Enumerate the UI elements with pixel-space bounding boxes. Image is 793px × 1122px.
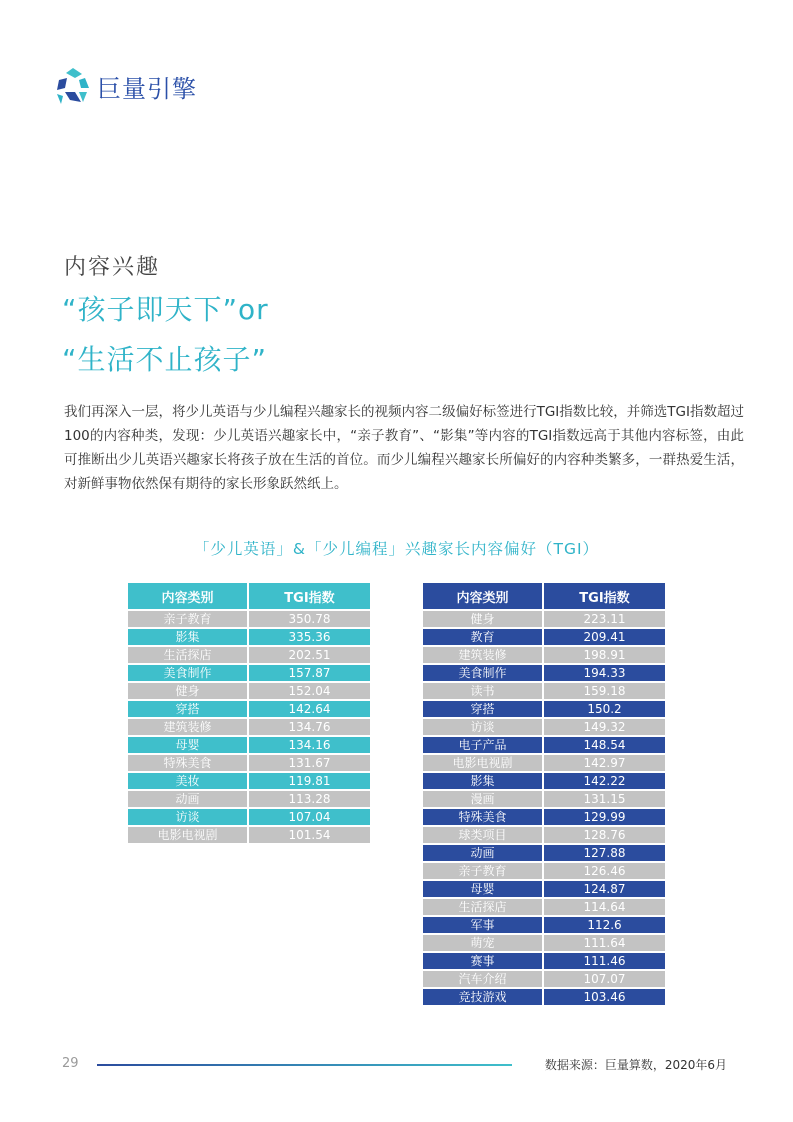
brand-mark-icon: [53, 66, 93, 106]
tgi-value-cell: 103.46: [544, 989, 665, 1005]
tgi-value-cell: 131.15: [544, 791, 665, 807]
category-cell: 母婴: [423, 881, 542, 897]
category-cell: 教育: [423, 629, 542, 645]
tgi-value-cell: 101.54: [249, 827, 370, 843]
english-interest-table: [128, 583, 370, 845]
tgi-value-cell: 134.16: [249, 737, 370, 753]
table-row: [128, 773, 370, 789]
tgi-value-cell: 152.04: [249, 683, 370, 699]
table-body: [128, 611, 370, 843]
tgi-value-cell: 112.6: [544, 917, 665, 933]
tgi-value-cell: 223.11: [544, 611, 665, 627]
category-cell: 美妆: [128, 773, 247, 789]
category-cell: 美食制作: [128, 665, 247, 681]
category-cell: 电影电视剧: [128, 827, 247, 843]
tgi-value-cell: 134.76: [249, 719, 370, 735]
category-cell: 读书: [423, 683, 542, 699]
table-row: [128, 719, 370, 735]
column-header-tgi: TGI指数: [544, 583, 665, 609]
category-cell: 亲子教育: [128, 611, 247, 627]
table-row: [128, 755, 370, 771]
table-row: [423, 647, 665, 663]
table-row: [423, 971, 665, 987]
tgi-value-cell: 113.28: [249, 791, 370, 807]
table-row: [128, 647, 370, 663]
headline-line-2: “生活不止孩子”: [62, 343, 268, 376]
tgi-value-cell: 157.87: [249, 665, 370, 681]
category-cell: 特殊美食: [128, 755, 247, 771]
table-row: [128, 683, 370, 699]
category-cell: 电影电视剧: [423, 755, 542, 771]
category-cell: 访谈: [128, 809, 247, 825]
table-row: [423, 863, 665, 879]
category-cell: 竞技游戏: [423, 989, 542, 1005]
tgi-value-cell: 128.76: [544, 827, 665, 843]
category-cell: 亲子教育: [423, 863, 542, 879]
tgi-value-cell: 119.81: [249, 773, 370, 789]
table-header: [128, 583, 370, 609]
table-row: [423, 917, 665, 933]
table-row: [423, 773, 665, 789]
table-row: [128, 629, 370, 645]
table-row: [423, 755, 665, 771]
table-header: [423, 583, 665, 609]
table-row: [423, 953, 665, 969]
table-row: [128, 737, 370, 753]
body-paragraph: 我们再深入一层，将少儿英语与少儿编程兴趣家长的视频内容二级偏好标签进行TGI指数比较，并筛选TGI指数超过100的内容种类，发现：少儿英语兴趣家长中，“亲子教育”、“影集”等内容的TGI指数远高于其他内容标签，由此可推断出少儿英语兴趣家长将孩子放在生活的首位。而少儿编程兴趣家长所偏好的内容种类繁多，一群热爱生活，对新鲜事物依然保有期待的家长形象跃然纸上。: [64, 404, 744, 492]
category-cell: 汽车介绍: [423, 971, 542, 987]
tgi-value-cell: 142.97: [544, 755, 665, 771]
tgi-value-cell: 114.64: [544, 899, 665, 915]
table-row: [128, 827, 370, 843]
tgi-value-cell: 159.18: [544, 683, 665, 699]
chart-title: 「少儿英语」&「少儿编程」兴趣家长内容偏好（TGI）: [193, 540, 600, 558]
category-cell: 球类项目: [423, 827, 542, 843]
table-row: [423, 629, 665, 645]
table-row: [423, 809, 665, 825]
category-cell: 母婴: [128, 737, 247, 753]
table-row: [423, 827, 665, 843]
category-cell: 健身: [423, 611, 542, 627]
page-number: 29: [62, 1056, 79, 1071]
tgi-value-cell: 142.64: [249, 701, 370, 717]
category-cell: 健身: [128, 683, 247, 699]
table-row: [423, 845, 665, 861]
category-cell: 穿搭: [128, 701, 247, 717]
category-cell: 特殊美食: [423, 809, 542, 825]
tgi-value-cell: 126.46: [544, 863, 665, 879]
category-cell: 穿搭: [423, 701, 542, 717]
tgi-value-cell: 194.33: [544, 665, 665, 681]
tgi-value-cell: 131.67: [249, 755, 370, 771]
category-cell: 影集: [423, 773, 542, 789]
category-cell: 访谈: [423, 719, 542, 735]
table-row: [128, 701, 370, 717]
column-header-tgi: TGI指数: [249, 583, 370, 609]
category-cell: 动画: [128, 791, 247, 807]
category-cell: 赛事: [423, 953, 542, 969]
table-row: [423, 791, 665, 807]
table-row: [423, 899, 665, 915]
table-row: [423, 701, 665, 717]
category-cell: 军事: [423, 917, 542, 933]
table-row: [423, 989, 665, 1005]
tgi-value-cell: 350.78: [249, 611, 370, 627]
tgi-value-cell: 124.87: [544, 881, 665, 897]
table-row: [423, 935, 665, 951]
category-cell: 漫画: [423, 791, 542, 807]
tgi-value-cell: 335.36: [249, 629, 370, 645]
table-row: [423, 737, 665, 753]
tgi-value-cell: 111.64: [544, 935, 665, 951]
section-label: 内容兴趣: [64, 255, 161, 280]
tgi-value-cell: 209.41: [544, 629, 665, 645]
table-row: [423, 611, 665, 627]
table-row: [128, 791, 370, 807]
category-cell: 生活探店: [128, 647, 247, 663]
coding-interest-table: [423, 583, 665, 1007]
tgi-value-cell: 150.2: [544, 701, 665, 717]
tgi-value-cell: 142.22: [544, 773, 665, 789]
category-cell: 萌宠: [423, 935, 542, 951]
category-cell: 生活探店: [423, 899, 542, 915]
tgi-value-cell: 148.54: [544, 737, 665, 753]
footer-divider: [97, 1064, 512, 1066]
tgi-value-cell: 111.46: [544, 953, 665, 969]
table-row: [128, 611, 370, 627]
tgi-value-cell: 107.07: [544, 971, 665, 987]
brand-logo: [53, 66, 197, 106]
tgi-value-cell: 107.04: [249, 809, 370, 825]
table-row: [423, 683, 665, 699]
category-cell: 动画: [423, 845, 542, 861]
table-row: [128, 665, 370, 681]
category-cell: 美食制作: [423, 665, 542, 681]
headline-line-1: “孩子即天下”or: [62, 293, 269, 326]
tgi-value-cell: 149.32: [544, 719, 665, 735]
table-row: [128, 809, 370, 825]
column-header-category: 内容类别: [423, 583, 542, 609]
tgi-value-cell: 202.51: [249, 647, 370, 663]
category-cell: 建筑装修: [128, 719, 247, 735]
data-source: 数据来源：巨量算数，2020年6月: [544, 1058, 727, 1072]
tgi-value-cell: 129.99: [544, 809, 665, 825]
table-body: [423, 611, 665, 1005]
category-cell: 建筑装修: [423, 647, 542, 663]
tgi-value-cell: 198.91: [544, 647, 665, 663]
brand-name: 巨量引擎: [97, 74, 197, 103]
column-header-category: 内容类别: [128, 583, 247, 609]
category-cell: 影集: [128, 629, 247, 645]
tgi-value-cell: 127.88: [544, 845, 665, 861]
table-row: [423, 665, 665, 681]
table-row: [423, 719, 665, 735]
table-row: [423, 881, 665, 897]
category-cell: 电子产品: [423, 737, 542, 753]
